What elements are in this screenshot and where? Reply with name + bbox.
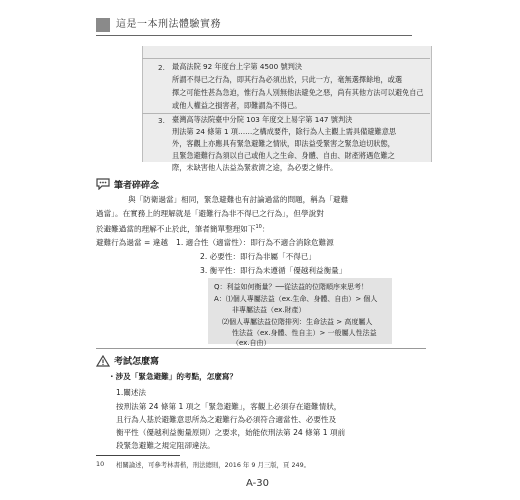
qa-answer: A：⑴個人專屬法益（ex.生命、身體、自由）> 個人 bbox=[214, 295, 378, 303]
qa-answer: （ex.自由） bbox=[232, 339, 271, 347]
notes-paragraph-line: 與「防衛過當」相同，緊急避難也有討論過當的問題，稱為「避難 bbox=[128, 195, 349, 204]
footnote-number: 10 bbox=[96, 460, 105, 468]
exam-paragraph-line: 段緊急避難之規定阻卻違法。 bbox=[116, 441, 215, 450]
exam-paragraph-line: 且行為人基於避難意思所為之避難行為必須符合適當性、必要性及 bbox=[116, 415, 337, 424]
notes-paragraph-line: 過當」。在實務上的理解就是「避難行為非不得已之行為」，但學說對 bbox=[96, 209, 324, 218]
case-3-number: 3. bbox=[158, 116, 165, 125]
definition-item: 1. 適合性（適當性）：即行為不適合消除危難源 bbox=[176, 238, 334, 247]
section-divider bbox=[96, 348, 426, 349]
definition-lead: 避難行為過當 = 違越 bbox=[96, 238, 168, 247]
footnote-divider bbox=[96, 455, 180, 456]
qa-answer: ⑵個人專屬法益位階排列：生命法益 > 高度屬人 bbox=[222, 318, 373, 326]
footnote-text: 相關論述，可參考林書楷，刑法總則，2016 年 9 月三版，頁 249。 bbox=[116, 461, 311, 469]
exam-question: ・涉及「緊急避難」的考點，怎麼寫？ bbox=[108, 372, 238, 381]
notes-paragraph-line: 於避難過當的理解不止於此，筆者簡單整理如下$^{10}$： bbox=[96, 224, 270, 234]
case-3-text: 際，未缺害他人法益為緊救濟之途，為必要之條件。 bbox=[172, 163, 338, 172]
case-2-text: 擇之可能性甚為急迫，惟行為人別無他法避免之惡，尚有其他方法可以避免自己 bbox=[172, 88, 424, 97]
notes-title: 筆者碎碎念 bbox=[114, 181, 160, 191]
header-square-icon bbox=[96, 18, 110, 32]
exam-title: 考試怎麼寫 bbox=[114, 357, 160, 367]
case-2-number: 2. bbox=[158, 63, 165, 72]
qa-answer: 性法益（ex.身體、性自主）> 一般屬人性法益 bbox=[232, 329, 377, 337]
header-title: 這是一本刑法體驗實務 bbox=[116, 19, 221, 30]
case-3-citation: 臺灣高等法院臺中分院 103 年度交上易字第 147 號判決 bbox=[172, 115, 353, 124]
page-number: A-30 bbox=[246, 478, 269, 489]
case-3-text: 且緊急避難行為須以自己或他人之生命、身體、自由、財產將遇危難之 bbox=[172, 151, 395, 160]
definition-item: 3. 衡平性：即行為未遵循「優越利益衡量」 bbox=[200, 266, 347, 275]
qa-answer: 非專屬法益（ex.財產） bbox=[232, 306, 306, 314]
definition-item: 2. 必要性：即行為非屬「不得已」 bbox=[200, 252, 316, 261]
speech-bubble-icon bbox=[96, 178, 110, 193]
case-2-text: 或他人權益之損害者，即難謂為不得已。 bbox=[172, 101, 302, 110]
exam-paragraph-line: 按刑法第 24 條第 1 項之「緊急避難」，客觀上必須存在避難情狀， bbox=[116, 402, 342, 411]
case-2-citation: 最高法院 92 年度台上字第 4500 號判決 bbox=[172, 62, 303, 71]
footnote-ref: 10 bbox=[255, 224, 262, 230]
warning-triangle-icon bbox=[96, 355, 110, 370]
case-3-text: 外，客觀上亦應具有緊急避難之情狀，即法益受緊害之緊急迫切狀態， bbox=[172, 139, 395, 148]
case-2-text: 所謂不得已之行為，即其行為必須出於，只此一方，毫無選擇餘地，或選 bbox=[172, 75, 403, 84]
header-divider bbox=[96, 35, 412, 36]
case-divider bbox=[142, 58, 430, 59]
case-3-text: 刑法第 24 條第 1 項……之構成要件，除行為人主觀上需具備避難意思 bbox=[172, 127, 397, 136]
exam-step: 1.闡述法 bbox=[116, 388, 147, 397]
exam-paragraph-line: 衡平性（優越利益衡量原則）之要求，始能依刑法第 24 條第 1 項前 bbox=[116, 428, 346, 437]
qa-question: Q：利益如何衡量？──從法益的位階順序來思考！ bbox=[214, 283, 368, 291]
